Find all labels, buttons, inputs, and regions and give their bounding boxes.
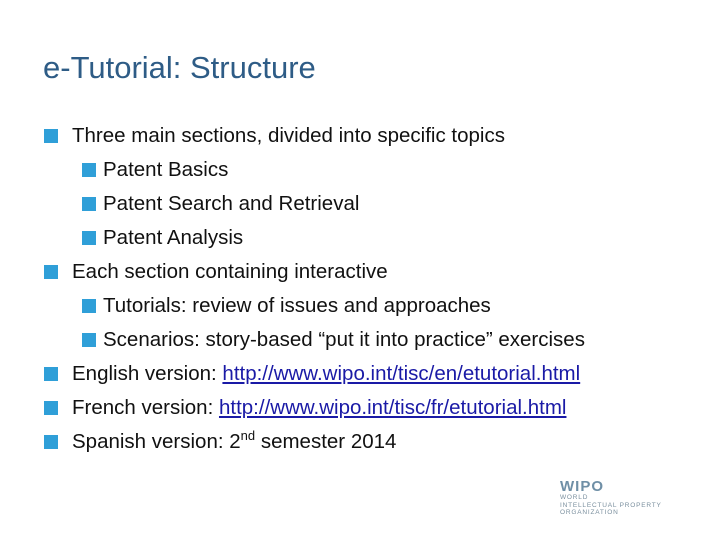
wipo-logo-mark: WIPO xyxy=(560,478,604,495)
bullet-square-icon xyxy=(82,163,96,177)
ordinal-suffix: nd xyxy=(240,428,256,444)
bullet-label: English version: xyxy=(72,362,223,385)
bullet-square-icon xyxy=(82,299,96,313)
bullet-square-icon xyxy=(82,333,96,347)
french-etutorial-link[interactable]: http://www.wipo.int/tisc/fr/etutorial.html xyxy=(218,396,567,419)
bullet-text: Three main sections, divided into specific topics xyxy=(72,124,505,147)
bullet-list xyxy=(44,122,714,462)
bullet-label: Spanish version: 2 xyxy=(72,430,241,453)
bullet-text: Patent Search and Retrieval xyxy=(103,192,360,215)
bullet-spanish-version xyxy=(44,428,714,462)
bullet-french-version xyxy=(44,394,714,428)
bullet-square-icon xyxy=(44,367,58,381)
bullet-text: semester 2014 xyxy=(255,430,397,453)
bullet-label: French version: xyxy=(72,396,219,419)
slide-title: e-Tutorial: Structure xyxy=(43,50,316,85)
bullet-square-icon xyxy=(44,435,58,449)
bullet-interactive xyxy=(44,258,714,292)
sub-bullet-scenarios xyxy=(44,326,714,360)
bullet-english-version xyxy=(44,360,714,394)
english-etutorial-link[interactable]: http://www.wipo.int/tisc/en/etutorial.html xyxy=(222,362,581,385)
bullet-square-icon xyxy=(44,401,58,415)
sub-bullet-patent-search xyxy=(44,190,714,224)
sub-bullet-patent-basics xyxy=(44,156,714,190)
sub-bullet-patent-analysis xyxy=(44,224,714,258)
wipo-logo xyxy=(560,479,700,519)
bullet-square-icon xyxy=(44,265,58,279)
bullet-sections xyxy=(44,122,714,156)
bullet-square-icon xyxy=(44,129,58,143)
bullet-square-icon xyxy=(82,197,96,211)
wipo-logo-line: INTELLECTUAL PROPERTY xyxy=(560,501,662,509)
bullet-text: Tutorials: review of issues and approaches xyxy=(103,294,491,317)
bullet-text: Patent Basics xyxy=(103,158,229,181)
sub-bullet-tutorials xyxy=(44,292,714,326)
bullet-square-icon xyxy=(82,231,96,245)
bullet-text: Scenarios: story-based “put it into practice” exercises xyxy=(103,328,585,351)
bullet-text: Patent Analysis xyxy=(103,226,244,249)
wipo-logo-line: ORGANIZATION xyxy=(560,509,619,516)
wipo-logo-line: WORLD xyxy=(560,494,589,501)
bullet-text: Each section containing interactive xyxy=(72,260,388,283)
